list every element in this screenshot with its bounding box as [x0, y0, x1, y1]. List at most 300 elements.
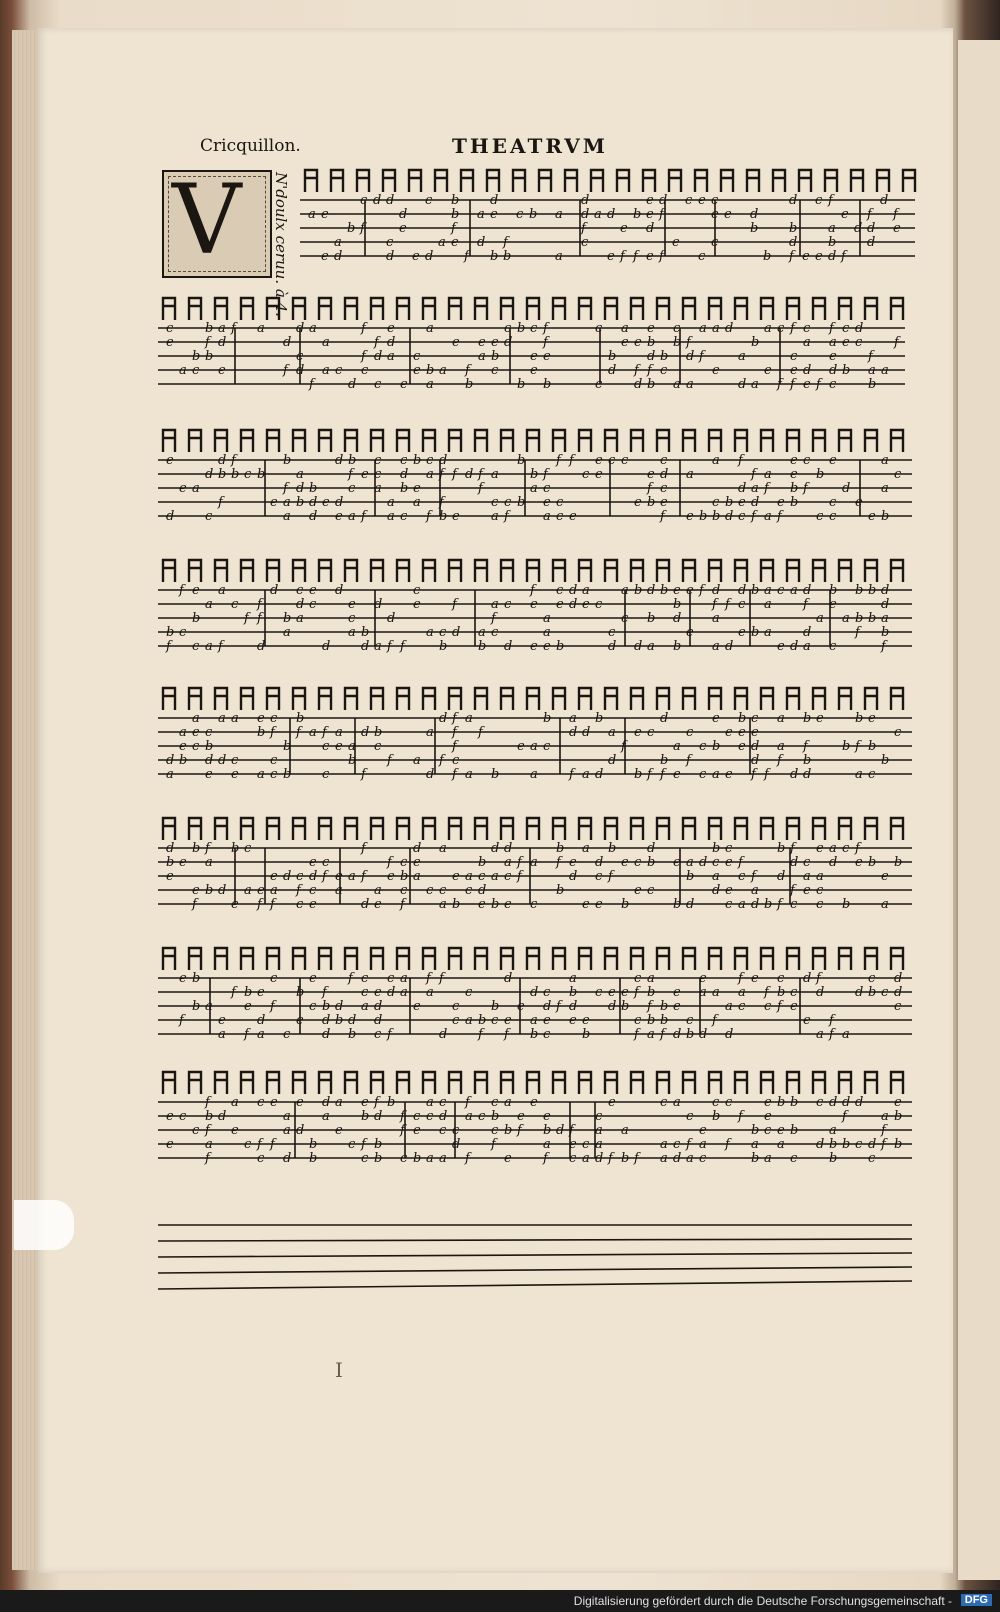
- tab-letter: f: [360, 221, 365, 236]
- tab-letter: d: [750, 207, 759, 222]
- tab-letter: b: [750, 221, 759, 236]
- tab-letter: a: [660, 1137, 668, 1152]
- tab-letter: b: [829, 1151, 838, 1166]
- tab-letter: f: [387, 639, 392, 654]
- tab-letter: d: [725, 321, 734, 336]
- tab-letter: e: [530, 349, 538, 364]
- tab-letter: e: [556, 597, 564, 612]
- tab-letter: e: [413, 481, 421, 496]
- tab-letter: e: [478, 335, 486, 350]
- tab-letter: a: [205, 999, 213, 1014]
- rhythm-sign: [813, 948, 825, 970]
- tab-letter: f: [361, 841, 366, 856]
- rhythm-sign: [643, 170, 655, 192]
- tab-letter: e: [582, 597, 590, 612]
- tab-letter: d: [556, 1123, 565, 1138]
- tab-letter: e: [673, 583, 681, 598]
- tab-letter: d: [530, 985, 539, 1000]
- tab-letter: c: [803, 453, 811, 468]
- tab-letter: f: [503, 235, 508, 250]
- tab-letter: c: [581, 235, 589, 250]
- tab-letter: f: [270, 725, 275, 740]
- rhythm-sign: [345, 818, 357, 840]
- signature-mark: I: [335, 1358, 343, 1382]
- rhythm-sign: [709, 430, 721, 452]
- tab-letter: c: [595, 1109, 603, 1124]
- tab-letter: e: [296, 1095, 304, 1110]
- tab-letter: d: [439, 1109, 448, 1124]
- tab-letter: c: [595, 377, 603, 392]
- tab-letter: b: [582, 1027, 591, 1042]
- tab-letter: f: [439, 495, 444, 510]
- rhythm-sign: [579, 1072, 591, 1094]
- rhythm-sign: [683, 430, 695, 452]
- tab-letter: d: [582, 725, 591, 740]
- tab-letter: a: [205, 597, 213, 612]
- tab-letter: d: [855, 1095, 864, 1110]
- tab-letter: d: [803, 767, 812, 782]
- rhythm-sign: [449, 948, 461, 970]
- rhythm-sign: [371, 948, 383, 970]
- tab-letter: b: [738, 711, 747, 726]
- tab-letter: c: [764, 999, 772, 1014]
- tab-letter: c: [868, 767, 876, 782]
- tab-letter: d: [607, 207, 616, 222]
- tab-letter: b: [725, 495, 734, 510]
- tab-letter: a: [166, 767, 174, 782]
- tab-letter: e: [829, 597, 837, 612]
- tab-letter: b: [634, 583, 643, 598]
- tab-letter: a: [621, 1123, 629, 1138]
- tab-letter: d: [777, 869, 786, 884]
- tab-letter: a: [309, 725, 317, 740]
- tab-letter: e: [231, 1123, 239, 1138]
- tab-letter: e: [348, 597, 356, 612]
- tab-letter: f: [633, 249, 638, 264]
- rhythm-sign: [865, 560, 877, 582]
- tab-letter: a: [348, 509, 356, 524]
- tab-letter: d: [867, 235, 876, 250]
- tab-letter: a: [816, 869, 824, 884]
- rhythm-sign: [461, 170, 473, 192]
- rhythm-sign: [397, 688, 409, 710]
- tab-letter: a: [855, 767, 863, 782]
- tab-letter: d: [751, 495, 760, 510]
- tab-letter: c: [387, 971, 395, 986]
- tab-letter: f: [257, 897, 262, 912]
- tab-letter: b: [842, 1137, 851, 1152]
- tab-letter: b: [426, 363, 435, 378]
- tab-letter: b: [530, 1027, 539, 1042]
- tab-letter: d: [569, 999, 578, 1014]
- tab-letter: a: [647, 639, 655, 654]
- tab-letter: b: [712, 841, 721, 856]
- tab-letter: c: [608, 453, 616, 468]
- tab-letter: a: [530, 855, 538, 870]
- tab-letter: a: [816, 1027, 824, 1042]
- tab-letter: b: [400, 481, 409, 496]
- tab-letter: e: [569, 1137, 577, 1152]
- tab-letter: d: [829, 1095, 838, 1110]
- tab-letter: c: [504, 869, 512, 884]
- tab-letter: d: [569, 869, 578, 884]
- tab-letter: a: [699, 985, 707, 1000]
- tab-letter: e: [738, 739, 746, 754]
- tab-letter: c: [452, 1123, 460, 1138]
- tab-letter: b: [231, 841, 240, 856]
- tab-letter: a: [478, 349, 486, 364]
- rhythm-sign: [371, 430, 383, 452]
- tab-letter: b: [322, 999, 331, 1014]
- tab-letter: f: [556, 999, 561, 1014]
- rhythm-sign: [215, 688, 227, 710]
- tab-letter: e: [335, 1123, 343, 1138]
- tab-letter: f: [881, 639, 886, 654]
- tab-letter: e: [517, 1109, 525, 1124]
- tab-letter: d: [880, 193, 889, 208]
- tab-letter: e: [270, 869, 278, 884]
- tab-letter: c: [348, 611, 356, 626]
- tab-letter: e: [452, 869, 460, 884]
- tab-letter: b: [439, 509, 448, 524]
- tab-letter: f: [660, 767, 665, 782]
- tab-letter: f: [581, 221, 586, 236]
- tab-letter: e: [543, 1109, 551, 1124]
- tab-letter: c: [829, 639, 837, 654]
- tab-letter: a: [334, 235, 342, 250]
- tab-letter: f: [842, 1109, 847, 1124]
- tab-letter: d: [673, 1027, 682, 1042]
- tab-letter: f: [829, 321, 834, 336]
- tab-letter: b: [647, 377, 656, 392]
- tab-letter: b: [647, 855, 656, 870]
- tab-letter: a: [712, 869, 720, 884]
- piece-title: N'doulx ceruu. à 4.: [272, 172, 290, 317]
- tab-letter: b: [348, 1027, 357, 1042]
- rhythm-sign: [319, 818, 331, 840]
- tab-letter: c: [569, 1151, 577, 1166]
- rhythm-sign: [423, 430, 435, 452]
- tab-letter: f: [205, 1123, 210, 1138]
- tab-letter: f: [231, 321, 236, 336]
- tab-letter: d: [659, 193, 668, 208]
- tab-letter: c: [685, 193, 693, 208]
- tab-letter: f: [881, 1123, 886, 1138]
- staff-line: [158, 1253, 912, 1257]
- tab-letter: c: [374, 1027, 382, 1042]
- rhythm-sign: [761, 1072, 773, 1094]
- tab-letter: b: [881, 753, 890, 768]
- rhythm-sign: [423, 688, 435, 710]
- tab-letter: b: [205, 349, 214, 364]
- tab-letter: a: [828, 221, 836, 236]
- tab-letter: b: [764, 897, 773, 912]
- rhythm-sign: [527, 818, 539, 840]
- tab-letter: d: [309, 495, 318, 510]
- tab-letter: a: [322, 1109, 330, 1124]
- rhythm-sign: [475, 818, 487, 840]
- tab-letter: e: [491, 335, 499, 350]
- tab-letter: c: [244, 467, 252, 482]
- tab-letter: c: [270, 767, 278, 782]
- rhythm-sign: [657, 298, 669, 320]
- tab-letter: f: [790, 377, 795, 392]
- tab-letter: d: [387, 985, 396, 1000]
- rhythm-sign: [267, 688, 279, 710]
- rhythm-sign: [449, 1072, 461, 1094]
- tab-letter: c: [815, 193, 823, 208]
- tab-letter: a: [218, 321, 226, 336]
- tab-letter: b: [491, 1109, 500, 1124]
- tab-letter: e: [530, 363, 538, 378]
- tab-letter: b: [763, 249, 772, 264]
- tab-letter: c: [543, 1027, 551, 1042]
- tab-letter: b: [894, 1137, 903, 1152]
- tab-letter: f: [855, 739, 860, 754]
- tab-letter: d: [803, 583, 812, 598]
- tab-letter: a: [881, 611, 889, 626]
- rhythm-sign: [747, 170, 759, 192]
- tab-letter: c: [231, 597, 239, 612]
- tab-letter: d: [504, 335, 513, 350]
- tab-letter: d: [842, 1095, 851, 1110]
- rhythm-sign: [293, 430, 305, 452]
- tab-letter: a: [491, 597, 499, 612]
- tab-letter: e: [166, 1137, 174, 1152]
- rhythm-sign: [371, 560, 383, 582]
- tab-letter: a: [530, 739, 538, 754]
- rhythm-sign: [527, 298, 539, 320]
- tab-letter: e: [478, 897, 486, 912]
- rhythm-sign: [163, 560, 175, 582]
- tab-letter: b: [244, 985, 253, 1000]
- tab-letter: f: [894, 335, 899, 350]
- tab-letter: c: [660, 1095, 668, 1110]
- tab-letter: f: [517, 855, 522, 870]
- tab-letter: a: [803, 869, 811, 884]
- rhythm-sign: [475, 948, 487, 970]
- tab-letter: f: [452, 711, 457, 726]
- tab-letter: f: [387, 753, 392, 768]
- tab-letter: a: [803, 639, 811, 654]
- tab-letter: d: [452, 625, 461, 640]
- tab-letter: f: [218, 639, 223, 654]
- tab-letter: a: [205, 855, 213, 870]
- tab-letter: b: [205, 883, 214, 898]
- tab-letter: f: [569, 767, 574, 782]
- tab-letter: f: [361, 321, 366, 336]
- tab-letter: b: [868, 739, 877, 754]
- tab-letter: d: [335, 999, 344, 1014]
- tab-letter: c: [881, 985, 889, 1000]
- tab-letter: d: [608, 639, 617, 654]
- tab-letter: a: [231, 711, 239, 726]
- tab-letter: d: [335, 583, 344, 598]
- rhythm-sign: [891, 298, 903, 320]
- tab-letter: e: [530, 597, 538, 612]
- tab-letter: b: [777, 985, 786, 1000]
- rhythm-sign: [189, 298, 201, 320]
- tab-letter: a: [465, 869, 473, 884]
- tab-letter: f: [465, 1151, 470, 1166]
- rhythm-sign: [683, 298, 695, 320]
- tab-letter: d: [581, 207, 590, 222]
- tab-letter: f: [881, 1137, 886, 1152]
- rhythm-sign: [305, 170, 317, 192]
- tab-letter: d: [296, 363, 305, 378]
- rhythm-sign: [319, 430, 331, 452]
- rhythm-sign: [735, 948, 747, 970]
- tab-letter: b: [179, 753, 188, 768]
- rhythm-sign: [423, 1072, 435, 1094]
- tab-letter: c: [777, 583, 785, 598]
- tab-letter: b: [790, 481, 799, 496]
- tab-letter: b: [309, 1151, 318, 1166]
- tab-letter: d: [894, 985, 903, 1000]
- tab-letter: a: [192, 481, 200, 496]
- rhythm-sign: [865, 818, 877, 840]
- rhythm-sign: [579, 298, 591, 320]
- tab-letter: e: [335, 739, 343, 754]
- tab-letter: b: [543, 377, 552, 392]
- tab-letter: f: [504, 509, 509, 524]
- rhythm-sign: [839, 818, 851, 840]
- tab-letter: f: [231, 985, 236, 1000]
- tab-letter: b: [452, 897, 461, 912]
- tab-letter: f: [426, 971, 431, 986]
- tab-letter: a: [725, 999, 733, 1014]
- tab-letter: d: [699, 1027, 708, 1042]
- tab-letter: a: [361, 999, 369, 1014]
- tab-letter: d: [166, 509, 175, 524]
- tab-letter: c: [322, 855, 330, 870]
- tab-letter: a: [426, 377, 434, 392]
- tab-letter: c: [465, 985, 473, 1000]
- tab-letter: b: [478, 639, 487, 654]
- tab-letter: a: [387, 495, 395, 510]
- tab-letter: c: [686, 1013, 694, 1028]
- tab-letter: c: [386, 235, 394, 250]
- rhythm-sign: [631, 948, 643, 970]
- tab-letter: a: [530, 767, 538, 782]
- tab-letter: a: [673, 377, 681, 392]
- tab-letter: c: [712, 495, 720, 510]
- rhythm-sign: [683, 1072, 695, 1094]
- rhythm-sign: [709, 688, 721, 710]
- tab-letter: c: [556, 509, 564, 524]
- rhythm-sign: [865, 430, 877, 452]
- tab-letter: c: [322, 739, 330, 754]
- tab-letter: d: [608, 363, 617, 378]
- tab-letter: e: [725, 855, 733, 870]
- tab-letter: f: [841, 249, 846, 264]
- tab-letter: a: [283, 625, 291, 640]
- tab-letter: a: [647, 971, 655, 986]
- tab-letter: a: [439, 1151, 447, 1166]
- rhythm-sign: [683, 948, 695, 970]
- tab-letter: f: [556, 453, 561, 468]
- tab-letter: c: [842, 841, 850, 856]
- rhythm-sign: [241, 430, 253, 452]
- tab-letter: b: [192, 999, 201, 1014]
- tab-letter: c: [894, 725, 902, 740]
- tab-letter: d: [829, 855, 838, 870]
- tab-letter: e: [322, 495, 330, 510]
- tab-letter: d: [608, 753, 617, 768]
- tab-letter: c: [348, 1137, 356, 1152]
- tab-letter: c: [270, 753, 278, 768]
- rhythm-sign: [605, 298, 617, 320]
- tab-letter: a: [491, 869, 499, 884]
- rhythm-sign: [709, 818, 721, 840]
- tab-letter: b: [413, 1151, 422, 1166]
- tab-letter: f: [855, 841, 860, 856]
- tab-letter: a: [569, 711, 577, 726]
- tab-letter: d: [581, 193, 590, 208]
- tab-letter: a: [257, 767, 265, 782]
- tab-letter: e: [582, 1013, 590, 1028]
- tab-letter: e: [192, 725, 200, 740]
- tab-letter: e: [646, 249, 654, 264]
- tab-letter: a: [491, 467, 499, 482]
- tab-letter: e: [790, 363, 798, 378]
- tab-letter: b: [855, 583, 864, 598]
- rhythm-sign: [721, 170, 733, 192]
- tab-letter: d: [322, 639, 331, 654]
- tab-letter: b: [451, 193, 460, 208]
- tab-letter: c: [790, 349, 798, 364]
- tab-letter: f: [257, 1137, 262, 1152]
- tab-letter: f: [244, 611, 249, 626]
- footer-credit: Digitalisierung gefördert durch die Deutsche Forschungsgemeinschaft -: [573, 1594, 952, 1608]
- rhythm-sign: [163, 1072, 175, 1094]
- rhythm-sign: [605, 948, 617, 970]
- tab-letter: d: [881, 597, 890, 612]
- tab-letter: c: [426, 883, 434, 898]
- tab-letter: e: [335, 509, 343, 524]
- rhythm-sign: [215, 430, 227, 452]
- tab-letter: b: [348, 453, 357, 468]
- tab-letter: b: [465, 377, 474, 392]
- tab-letter: b: [400, 869, 409, 884]
- rhythm-sign: [813, 818, 825, 840]
- tab-letter: b: [166, 855, 175, 870]
- tab-letter: d: [829, 363, 838, 378]
- tab-letter: a: [751, 1137, 759, 1152]
- tab-letter: c: [205, 509, 213, 524]
- tab-letter: d: [634, 377, 643, 392]
- tab-letter: b: [673, 335, 682, 350]
- tab-letter: b: [829, 583, 838, 598]
- tab-letter: f: [816, 377, 821, 392]
- rhythm-sign: [241, 298, 253, 320]
- tab-letter: b: [712, 1109, 721, 1124]
- tab-letter: b: [881, 625, 890, 640]
- tab-letter: d: [166, 753, 175, 768]
- rhythm-sign: [345, 298, 357, 320]
- rhythm-sign: [761, 298, 773, 320]
- tab-letter: c: [673, 1137, 681, 1152]
- tab-letter: d: [789, 235, 798, 250]
- rhythm-sign: [553, 948, 565, 970]
- tab-letter: b: [205, 321, 214, 336]
- tab-letter: f: [647, 999, 652, 1014]
- tab-letter: c: [595, 869, 603, 884]
- tab-letter: f: [777, 509, 782, 524]
- rhythm-sign: [735, 298, 747, 320]
- tab-letter: a: [439, 897, 447, 912]
- tab-letter: a: [777, 1137, 785, 1152]
